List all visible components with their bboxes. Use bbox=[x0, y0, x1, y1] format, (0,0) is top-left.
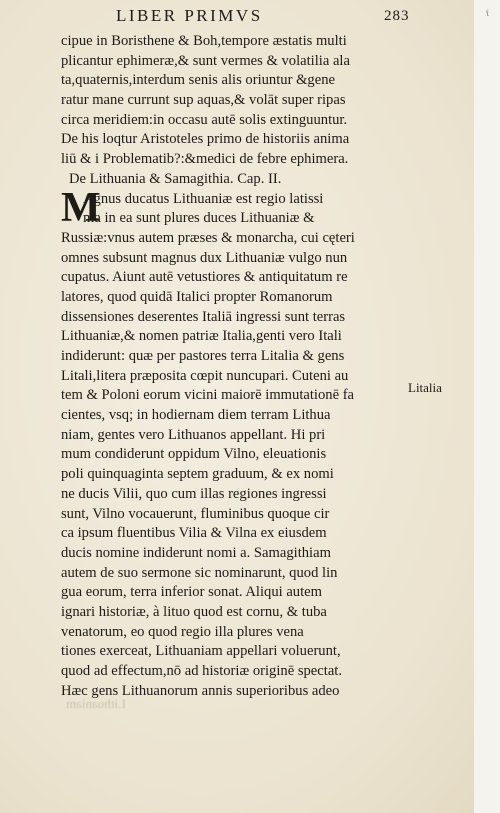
text-line: gua eorum, terra inferior sonat. Aliqui autem bbox=[61, 584, 322, 601]
chapter-heading: De Lithuania & Samagithia. Cap. II. bbox=[69, 170, 282, 187]
text-line: cipue in Boristhene & Boh,tempore æstatis multi bbox=[61, 33, 347, 49]
text-line: circa meridiem:in occasu autē solis extinguuntur. bbox=[61, 111, 348, 128]
text-line: cientes, vsq; in hodiernam diem terram Lithua bbox=[61, 407, 331, 424]
text-line: indiderunt: quæ per pastores terra Litalia & gens bbox=[61, 348, 345, 364]
body-text bbox=[61, 32, 401, 701]
text-line: cupatus. Aiunt autē vetustiores & antiquitatum re bbox=[61, 269, 348, 286]
page-number: 283 bbox=[384, 8, 410, 24]
text-line: venatorum, eo quod regio illa plures vena bbox=[61, 623, 304, 640]
text-line: ratur mane currunt sup aquas,& volāt super ripas bbox=[61, 92, 346, 109]
text-line: Russiæ:vnus autem præses & monarcha, cui cęteri bbox=[61, 229, 355, 246]
corner-mark: f bbox=[484, 7, 491, 19]
text-line: Lithuaniæ,& nomen patriæ Italia,genti vero Itali bbox=[61, 328, 342, 345]
text-line: sunt, Vilno vocauerunt, fluminibus quoque cir bbox=[61, 505, 330, 522]
scan-margin bbox=[474, 0, 500, 813]
text-line: latores, quod quidā Italici propter Romanorum bbox=[61, 288, 333, 305]
text-line: ca ipsum fluentibus Vilia & Vilna ex eiusdem bbox=[61, 525, 327, 542]
text-line: liū & i Problematib?:&medici de febre ephimera. bbox=[61, 151, 349, 168]
text-line: omnes subsunt magnus dux Lithuaniæ vulgo nun bbox=[61, 249, 348, 266]
drop-cap-initial: M bbox=[61, 185, 101, 231]
text-line: niam, gentes vero Lithuanos appellant. Hi pri bbox=[61, 426, 326, 443]
text-line: ignari historiæ, à lituo quod est cornu, & tuba bbox=[61, 603, 327, 620]
text-line: Litali,litera præposita cœpit nuncupari. Cuteni au bbox=[61, 367, 349, 384]
running-title: LIBER PRIMVS bbox=[116, 6, 263, 25]
bleed-through-text: Lithuaniam bbox=[66, 696, 126, 711]
text-line: ma in ea sunt plures duces Lithuaniæ & bbox=[83, 210, 315, 227]
text-line: Agnus ducatus Lithuaniæ est regio latissi bbox=[83, 190, 324, 207]
page-header bbox=[0, 2, 500, 32]
text-line: tiones exerceat, Lithuaniam appellari voluerunt, bbox=[61, 643, 341, 660]
text-line: autem de suo sermone sic nominarunt, quod lin bbox=[61, 564, 338, 581]
text-line: tem & Poloni eorum vicini maiorē immutationē fa bbox=[61, 387, 355, 404]
text-line: ta,quaternis,interdum senis alis oriuntur &gene bbox=[61, 72, 335, 89]
text-line: Hæc gens Lithuanorum annis superioribus adeo bbox=[61, 682, 340, 699]
text-line: ne ducis Vilii, quo cum illas regiones ingressi bbox=[61, 485, 327, 502]
text-line: poli quinquaginta septem graduum, & ex nomi bbox=[61, 466, 334, 483]
marginal-note: Litalia bbox=[408, 380, 442, 395]
text-line: mum condiderunt oppidum Vilno, eleuationis bbox=[61, 446, 327, 463]
text-line: dissensiones deserentes Italiā ingressi sunt terras bbox=[61, 308, 346, 325]
text-line: De his loqtur Aristoteles primo de historiis anima bbox=[61, 131, 350, 148]
text-line: ducis nomine indiderunt nomi a. Samagithiam bbox=[61, 544, 331, 561]
text-line: quod ad effectum,nō ad historiæ originē spectat. bbox=[61, 663, 342, 679]
text-line: plicantur ephimeræ,& sunt vermes & volatilia ala bbox=[61, 52, 350, 69]
